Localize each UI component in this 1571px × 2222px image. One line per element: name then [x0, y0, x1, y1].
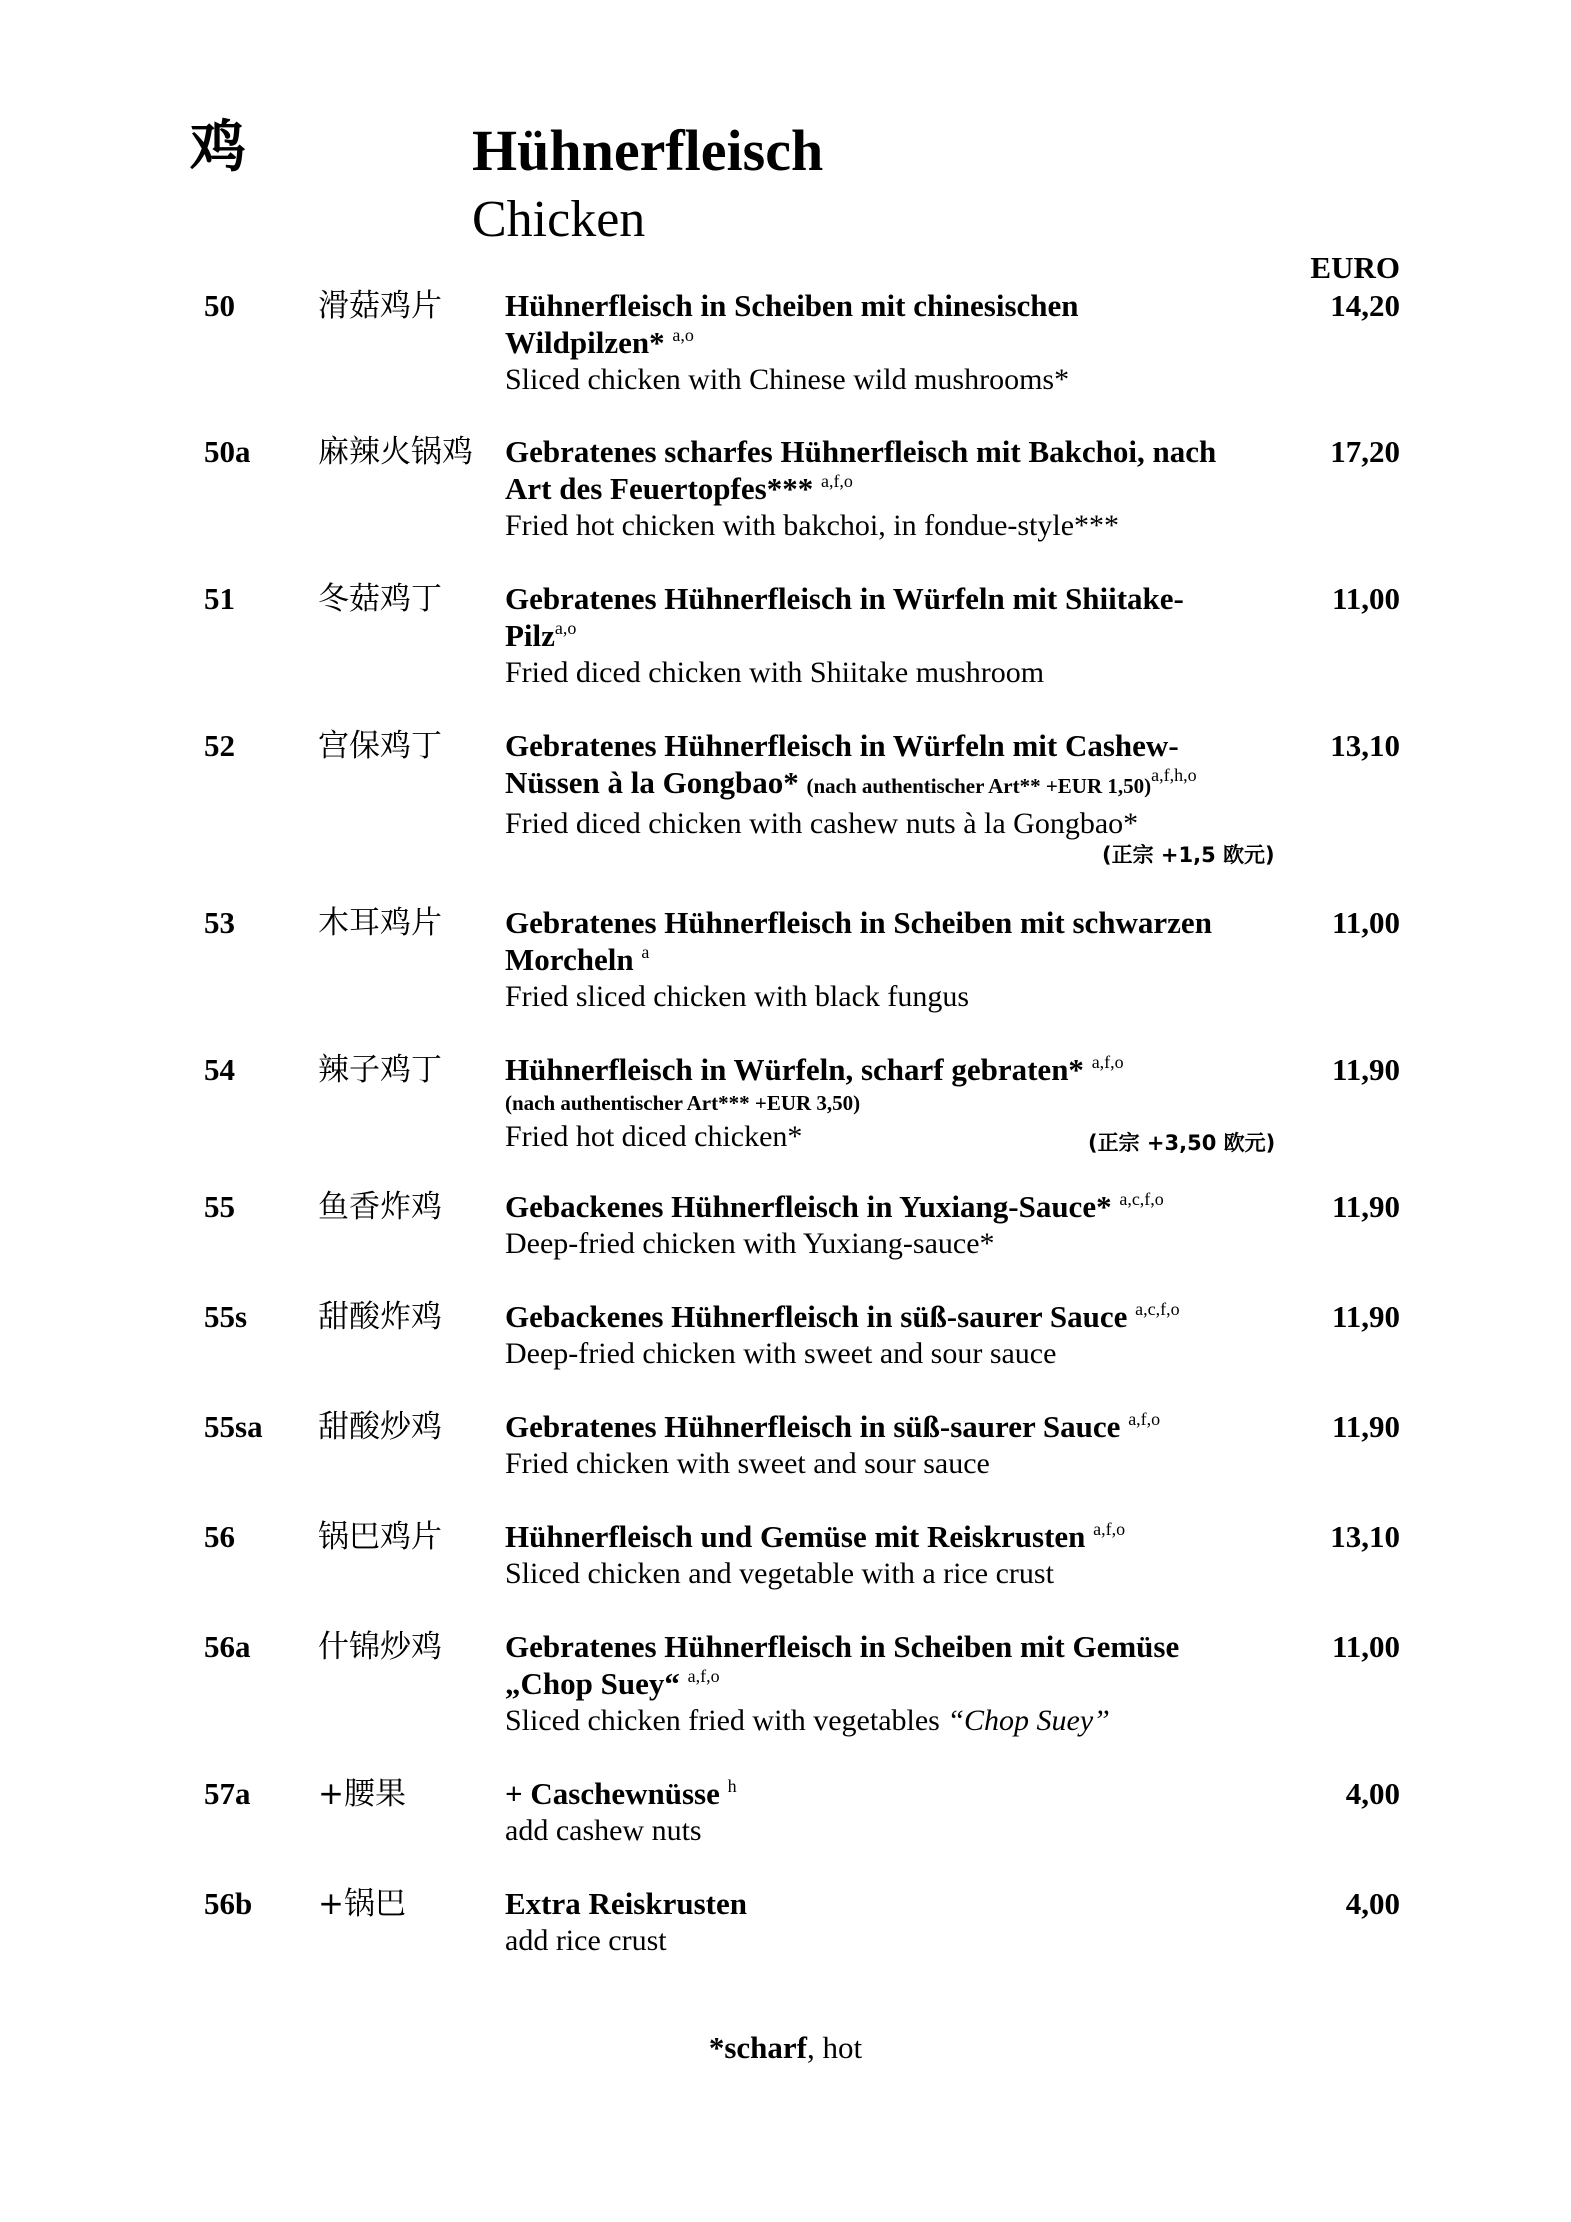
item-english-name: Deep-fried chicken with sweet and sour sauce	[505, 1337, 1057, 1370]
item-english-name: Fried chicken with sweet and sour sauce	[505, 1447, 990, 1480]
item-chinese-name: 鱼香炸鸡	[318, 1189, 442, 1225]
item-price: 11,90	[1331, 1409, 1400, 1444]
item-german-name: Hühnerfleisch in Scheiben mit chinesischen Wildpilzen* $^{a,o}$	[505, 288, 1079, 360]
item-description	[505, 287, 1285, 398]
allergen-codes: a,f,o	[820, 471, 853, 491]
item-price: 14,20	[1330, 288, 1400, 323]
item-description	[505, 580, 1285, 691]
item-english-name: Sliced chicken fried with vegetables “Chop Suey”	[505, 1704, 1110, 1737]
authentic-note-chinese: (正宗 +1,5 欧元)	[1102, 843, 1275, 867]
item-number: 53	[204, 905, 235, 940]
item-english-name: Sliced chicken and vegetable with a rice crust	[505, 1557, 1054, 1590]
item-number: 56	[204, 1519, 235, 1554]
item-german-name: Gebratenes Hühnerfleisch in Würfeln mit Cashew- Nüssen à la Gongbao* (nach authentischer Art** +EUR 1,50)$^{a,f,h,o}$	[505, 728, 1197, 800]
item-description	[505, 1188, 1285, 1262]
item-description	[505, 1298, 1285, 1372]
item-number: 55s	[204, 1299, 248, 1334]
item-english-name: Fried hot diced chicken*	[505, 1120, 803, 1153]
item-german-name: Hühnerfleisch in Würfeln, scharf gebraten* $^{a,f,o}$	[505, 1052, 1124, 1087]
allergen-codes: a,f,o	[1091, 1052, 1124, 1072]
item-english-name: Deep-fried chicken with Yuxiang-sauce*	[505, 1227, 995, 1260]
allergen-codes: a,f,o	[687, 1666, 720, 1686]
item-description	[505, 1885, 1285, 1959]
item-price: 4,00	[1345, 1776, 1400, 1811]
item-price: 17,20	[1330, 434, 1400, 469]
page-title-german: Hühnerfleisch	[472, 118, 824, 183]
item-english-name: Fried diced chicken with cashew nuts à la Gongbao*	[505, 807, 1139, 840]
item-price: 11,90	[1331, 1189, 1400, 1224]
item-price: 11,90	[1331, 1052, 1400, 1087]
section-hanzi: 鸡	[190, 115, 246, 180]
item-number: 56b	[204, 1886, 253, 1921]
allergen-codes: h	[727, 1776, 737, 1796]
allergen-codes: a,f,h,o	[1151, 765, 1197, 785]
item-chinese-name: 宫保鸡丁	[318, 728, 442, 764]
item-english-name: Fried diced chicken with Shiitake mushroom	[505, 656, 1045, 689]
allergen-codes: a	[641, 942, 650, 962]
item-description	[505, 727, 1285, 842]
item-chinese-name: 甜酸炸鸡	[318, 1299, 442, 1335]
item-german-name: Gebratenes Hühnerfleisch in süß-saurer Sauce $^{a,f,o}$	[505, 1409, 1161, 1444]
authentic-note: (nach authentischer Art*** +EUR 3,50)	[505, 1091, 861, 1115]
item-chinese-name: 冬菇鸡丁	[318, 581, 442, 617]
item-german-name: Extra Reiskrusten	[505, 1886, 747, 1921]
item-english-name: Fried sliced chicken with black fungus	[505, 980, 970, 1013]
item-description	[505, 433, 1285, 544]
item-description	[505, 1408, 1285, 1482]
item-description	[505, 1628, 1285, 1739]
currency-header: EURO	[1310, 250, 1400, 285]
item-number: 55	[204, 1189, 235, 1224]
item-price: 13,10	[1330, 1519, 1400, 1554]
item-english-name: add cashew nuts	[505, 1814, 702, 1847]
item-german-name: Gebratenes Hühnerfleisch in Würfeln mit Shiitake- Pilz$^{a,o}$	[505, 581, 1184, 653]
item-german-name: Gebackenes Hühnerfleisch in Yuxiang-Sauce* $^{a,c,f,o}$	[505, 1189, 1164, 1224]
item-chinese-name: 甜酸炒鸡	[318, 1409, 442, 1445]
item-price: 11,00	[1331, 581, 1400, 616]
item-chinese-name: 辣子鸡丁	[318, 1052, 442, 1088]
item-german-name: Gebratenes Hühnerfleisch in Scheiben mit Gemüse „Chop Suey“ $^{a,f,o}$	[505, 1629, 1180, 1701]
spicy-legend: *scharf, hot	[708, 2030, 863, 2065]
item-price: 13,10	[1330, 728, 1400, 763]
item-number: 54	[204, 1052, 235, 1087]
allergen-codes: a,o	[554, 618, 577, 638]
item-english-style: “Chop Suey”	[947, 1704, 1110, 1737]
authentic-note-chinese: (正宗 +3,50 欧元)	[1088, 1131, 1276, 1155]
item-description	[505, 1775, 1285, 1849]
item-chinese-name: 锅巴鸡片	[318, 1519, 442, 1555]
item-number: 56a	[204, 1629, 251, 1664]
allergen-codes: a,c,f,o	[1135, 1299, 1180, 1319]
allergen-codes: a,o	[672, 325, 694, 345]
item-description	[505, 904, 1285, 1015]
item-german-name: Gebratenes scharfes Hühnerfleisch mit Bakchoi, nach Art des Feuertopfes*** $^{a,f,o}$	[505, 434, 1217, 506]
allergen-codes: a,f,o	[1093, 1519, 1126, 1539]
item-english-name: add rice crust	[505, 1924, 667, 1957]
item-number: 51	[204, 581, 235, 616]
item-german-name: Gebackenes Hühnerfleisch in süß-saurer Sauce $^{a,c,f,o}$	[505, 1299, 1180, 1334]
item-english-name: Sliced chicken with Chinese wild mushrooms*	[505, 363, 1070, 396]
item-number: 50a	[204, 434, 251, 469]
page-title-english: Chicken	[472, 191, 646, 248]
item-price: 11,00	[1331, 905, 1400, 940]
item-number: 52	[204, 728, 235, 763]
item-chinese-name: 滑菇鸡片	[318, 288, 442, 324]
item-number: 50	[204, 288, 235, 323]
allergen-codes: a,f,o	[1128, 1409, 1161, 1429]
item-price: 4,00	[1345, 1886, 1400, 1921]
item-english-name: Fried hot chicken with bakchoi, in fondue-style***	[505, 509, 1120, 542]
item-price: 11,90	[1331, 1299, 1400, 1334]
item-chinese-name: 木耳鸡片	[318, 905, 442, 941]
item-chinese-name: 什锦炒鸡	[318, 1629, 442, 1665]
item-number: 57a	[204, 1776, 251, 1811]
item-german-name: + Caschewnüsse $^h$	[505, 1776, 737, 1811]
item-description	[505, 1518, 1285, 1592]
authentic-note: (nach authentischer Art** +EUR 1,50)	[806, 774, 1152, 798]
item-chinese-name: +锅巴	[318, 1886, 406, 1922]
item-chinese-name: +腰果	[318, 1776, 406, 1812]
item-price: 11,00	[1331, 1629, 1400, 1664]
item-chinese-name: 麻辣火锅鸡	[318, 434, 473, 470]
item-german-name: Hühnerfleisch und Gemüse mit Reiskrusten $^{a,f,o}$	[505, 1519, 1126, 1554]
item-german-name: Gebratenes Hühnerfleisch in Scheiben mit schwarzen Morcheln $^a$	[505, 905, 1212, 977]
item-number: 55sa	[204, 1409, 263, 1444]
allergen-codes: a,c,f,o	[1119, 1189, 1164, 1209]
